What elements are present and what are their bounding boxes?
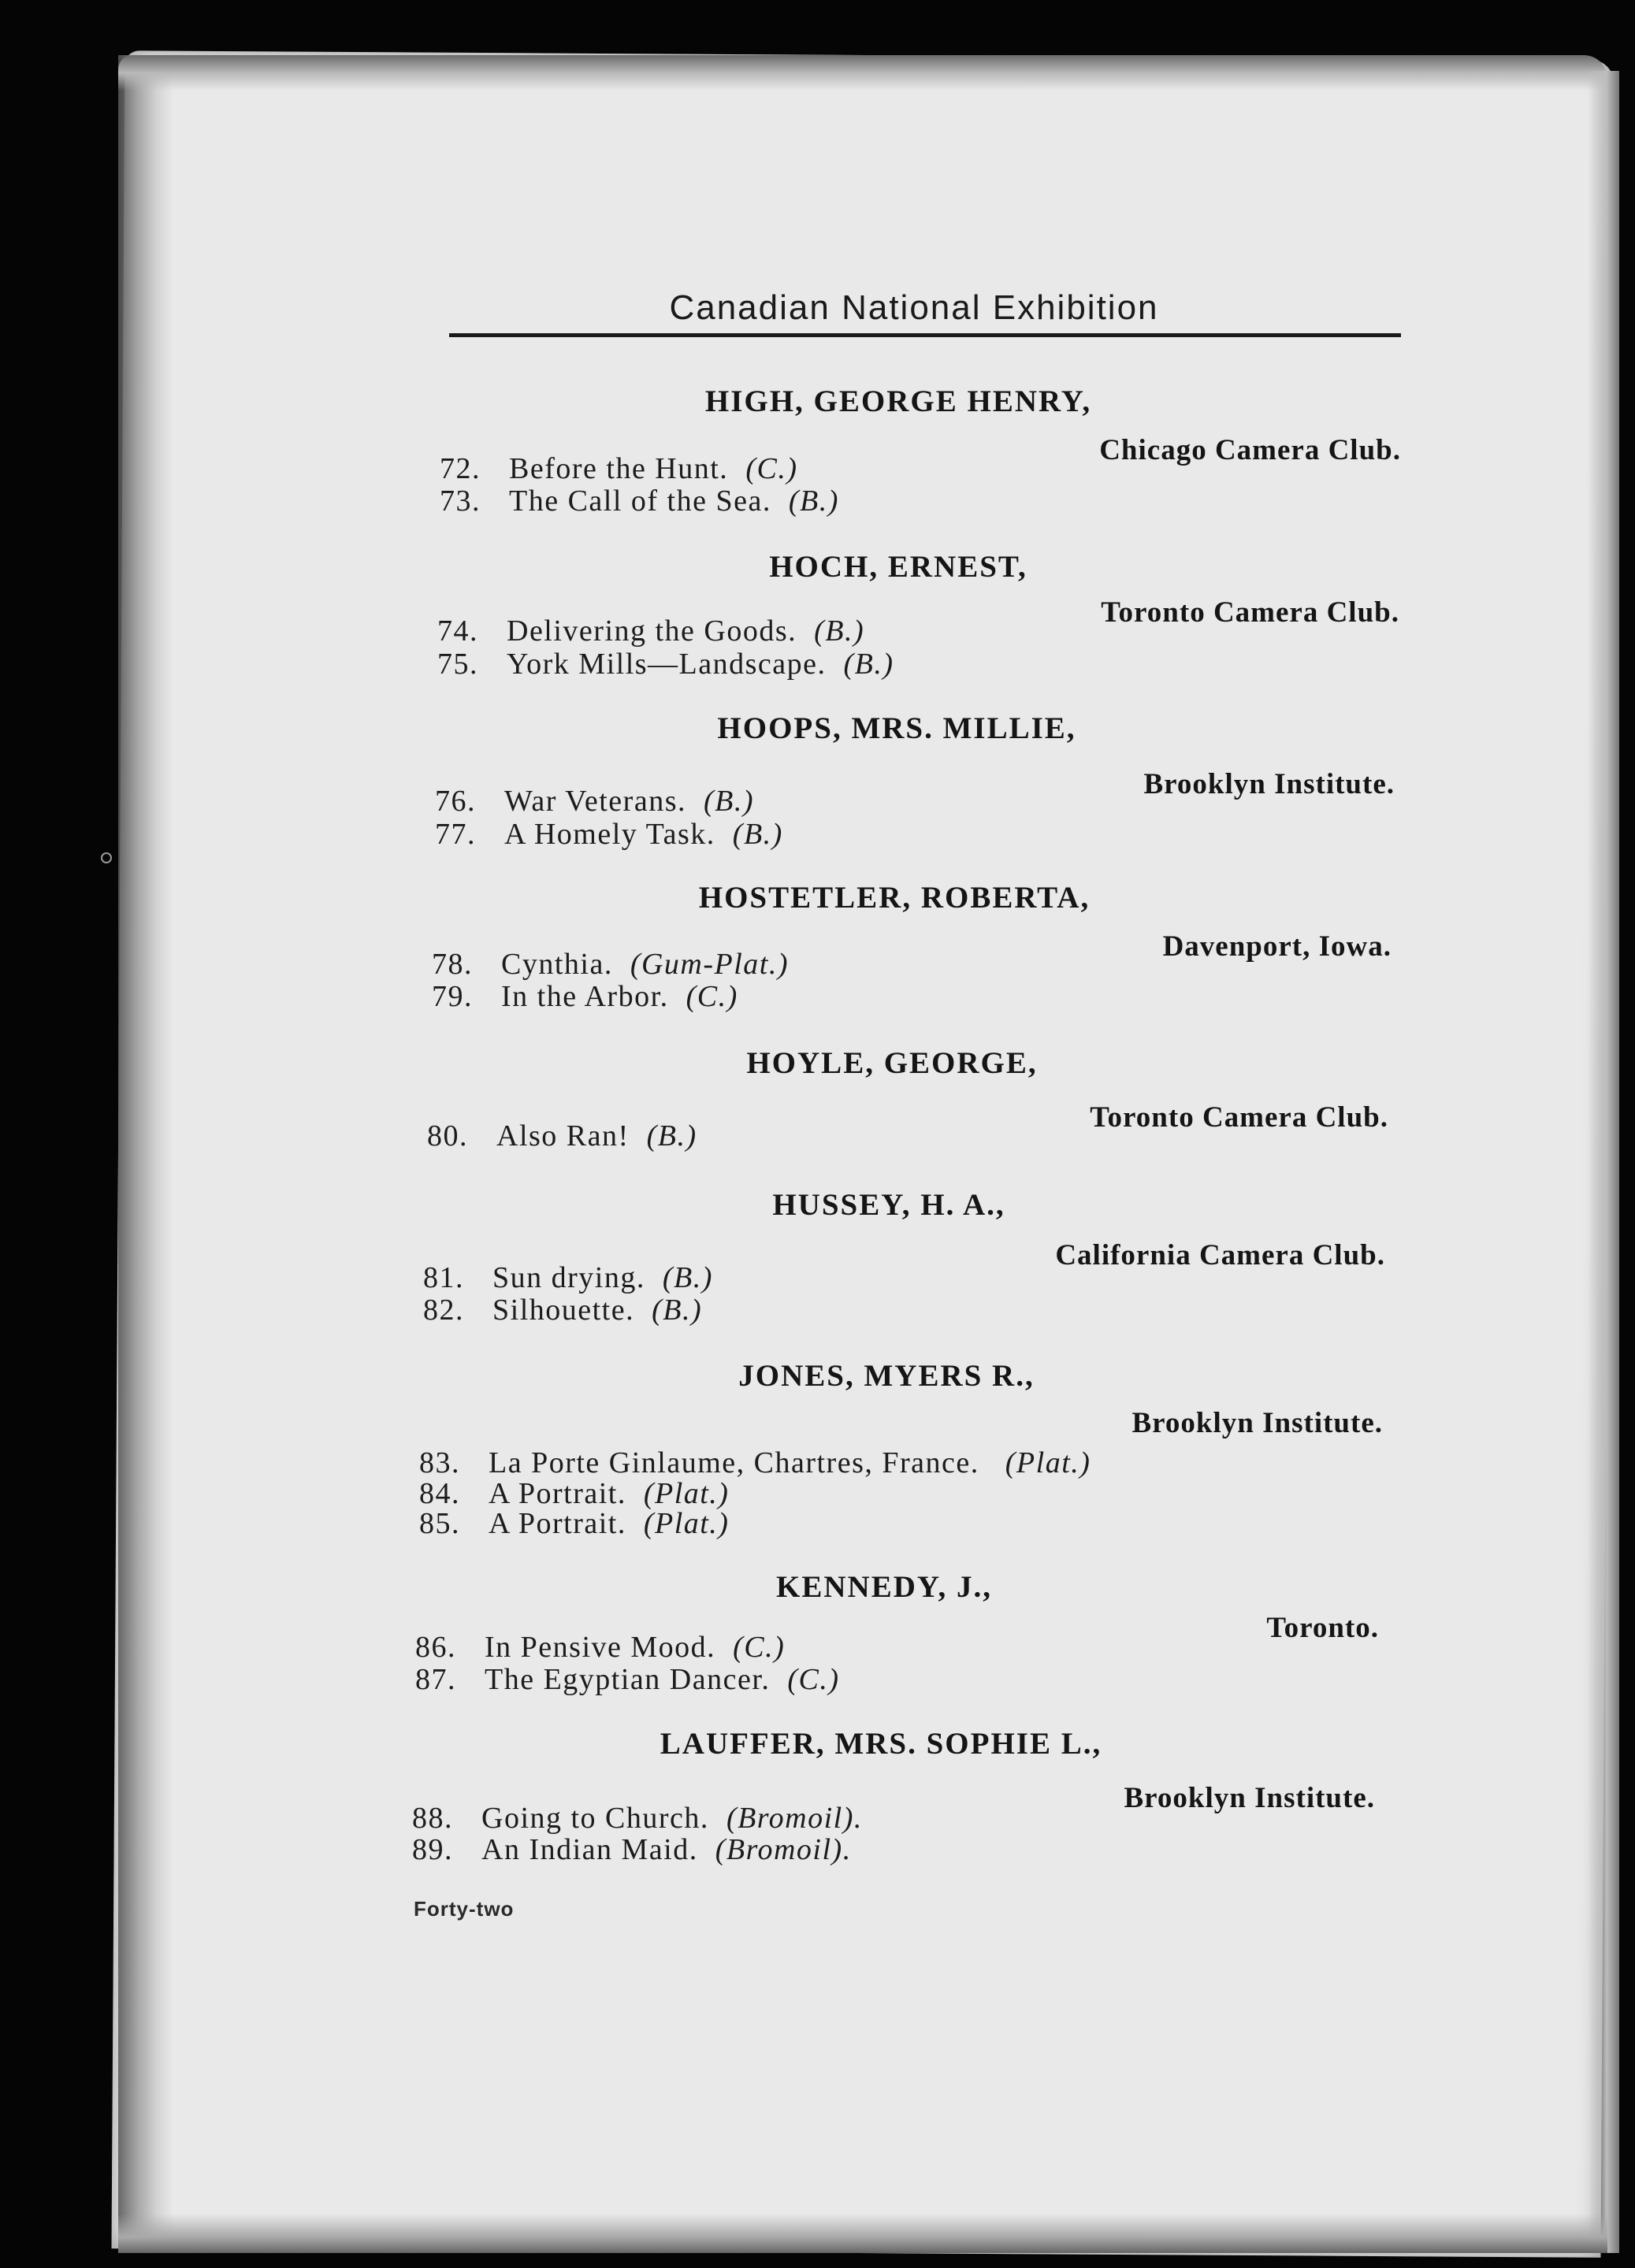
work-title: York Mills—Landscape. <box>507 648 827 681</box>
exhibitor-club: Brooklyn Institute. <box>1124 1782 1375 1814</box>
work-number: 75. <box>437 648 478 681</box>
work-item <box>423 1293 702 1327</box>
page-folio: Forty-two <box>414 1897 515 1921</box>
exhibitor-name: HOCH, ERNEST, <box>769 550 1027 584</box>
work-title: Before the Hunt. <box>509 452 729 485</box>
work-item <box>412 1832 852 1867</box>
work-title: The Egyptian Dancer. <box>485 1663 771 1696</box>
work-process: (Bromoil). <box>726 1802 863 1835</box>
work-title: La Porte Ginlaume, Chartres, France. <box>489 1446 979 1479</box>
work-item <box>419 1506 729 1541</box>
exhibitor-name: HOYLE, GEORGE, <box>746 1046 1038 1080</box>
work-process: (B.) <box>732 818 783 851</box>
exhibitor-club: Chicago Camera Club. <box>1099 434 1401 466</box>
exhibitor-club: Toronto. <box>1266 1612 1379 1644</box>
work-process: (C.) <box>745 452 798 485</box>
work-process: (Bromoil). <box>715 1833 852 1866</box>
work-item <box>435 817 783 852</box>
work-item <box>415 1662 840 1697</box>
work-title: In the Arbor. <box>501 980 669 1013</box>
work-title: A Portrait. <box>489 1477 626 1510</box>
exhibitor-name: HOOPS, MRS. MILLIE, <box>717 711 1076 745</box>
exhibitor-name: KENNEDY, J., <box>776 1570 992 1604</box>
work-process: (B.) <box>814 614 865 648</box>
work-title: A Homely Task. <box>504 818 715 851</box>
work-item <box>440 451 797 486</box>
work-item <box>437 647 894 681</box>
work-number: 76. <box>435 785 476 818</box>
exhibitor-club: California Camera Club. <box>1055 1239 1385 1271</box>
head-rule <box>449 333 1401 337</box>
work-item <box>432 947 789 982</box>
work-title: Going to Church. <box>481 1802 709 1835</box>
work-number: 82. <box>423 1294 464 1327</box>
work-number: 86. <box>415 1631 456 1664</box>
work-number: 80. <box>427 1119 468 1153</box>
work-process: (B.) <box>662 1261 713 1294</box>
exhibitor-name: HUSSEY, H. A., <box>772 1188 1005 1222</box>
work-process: (B.) <box>704 785 755 818</box>
work-number: 85. <box>419 1507 460 1540</box>
work-item <box>437 614 864 648</box>
work-process: (B.) <box>788 484 839 518</box>
work-number: 79. <box>432 980 473 1013</box>
work-title: War Veterans. <box>504 785 686 818</box>
work-item <box>412 1801 863 1836</box>
work-process: (B.) <box>646 1119 697 1153</box>
work-title: Silhouette. <box>492 1294 635 1327</box>
work-title: Delivering the Goods. <box>507 614 797 648</box>
work-number: 81. <box>423 1261 464 1294</box>
work-process: (Plat.) <box>1005 1446 1091 1479</box>
work-process: (Plat.) <box>643 1507 730 1540</box>
work-number: 74. <box>437 614 478 648</box>
work-title: Also Ran! <box>496 1119 630 1153</box>
work-item <box>440 484 839 518</box>
running-head: Canadian National Exhibition <box>669 288 1159 327</box>
exhibitor-club: Brooklyn Institute. <box>1131 1407 1383 1439</box>
work-number: 73. <box>440 484 481 518</box>
exhibitor-name: LAUFFER, MRS. SOPHIE L., <box>660 1727 1102 1761</box>
work-number: 72. <box>440 452 481 485</box>
work-title: In Pensive Mood. <box>485 1631 716 1664</box>
work-title: An Indian Maid. <box>481 1833 698 1866</box>
exhibitor-name: HOSTETLER, ROBERTA, <box>698 881 1091 915</box>
exhibitor-club: Brooklyn Institute. <box>1143 768 1395 800</box>
work-process: (B.) <box>652 1294 703 1327</box>
work-item <box>427 1119 697 1153</box>
work-title: Cynthia. <box>501 948 613 981</box>
work-title: Sun drying. <box>492 1261 645 1294</box>
work-number: 84. <box>419 1477 460 1510</box>
exhibitor-name: JONES, MYERS R., <box>738 1359 1035 1393</box>
work-number: 77. <box>435 818 476 851</box>
work-process: (Gum-Plat.) <box>630 948 790 981</box>
work-item <box>419 1446 1091 1480</box>
work-process: (C.) <box>733 1631 786 1664</box>
work-number: 83. <box>419 1446 460 1479</box>
work-process: (Plat.) <box>643 1477 730 1510</box>
work-number: 89. <box>412 1833 453 1866</box>
work-title: The Call of the Sea. <box>509 484 771 518</box>
work-process: (C.) <box>787 1663 840 1696</box>
exhibitor-club: Toronto Camera Club. <box>1101 596 1399 629</box>
work-item <box>432 979 738 1014</box>
work-title: A Portrait. <box>489 1507 626 1540</box>
exhibitor-club: Davenport, Iowa. <box>1162 930 1392 963</box>
work-number: 78. <box>432 948 473 981</box>
work-number: 88. <box>412 1802 453 1835</box>
exhibitor-name: HIGH, GEORGE HENRY, <box>704 384 1092 418</box>
work-item <box>435 784 754 818</box>
work-process: (B.) <box>843 648 894 681</box>
work-item <box>415 1630 785 1665</box>
work-item <box>423 1260 713 1295</box>
exhibitor-club: Toronto Camera Club. <box>1090 1101 1388 1134</box>
work-number: 87. <box>415 1663 456 1696</box>
work-process: (C.) <box>686 980 738 1013</box>
